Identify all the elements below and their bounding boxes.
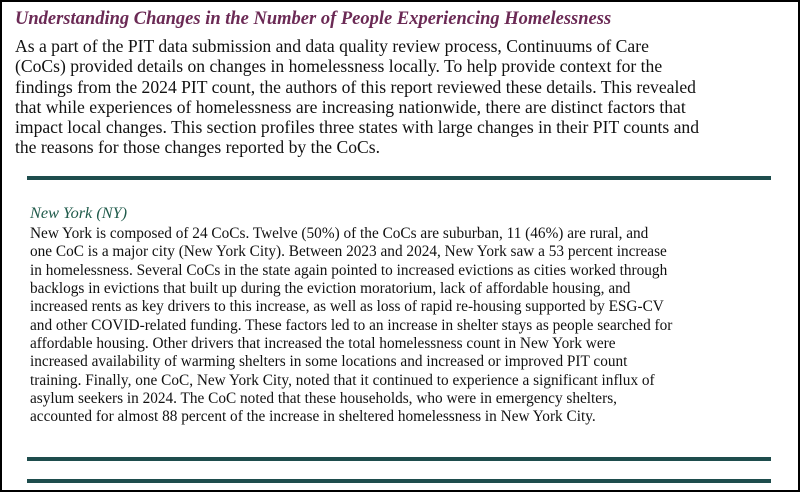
new-york-line: increased availability of warming shelters in some locations and increased or improved PIT count	[30, 353, 628, 371]
section-heading: Understanding Changes in the Number of People Experiencing Homelessness	[15, 9, 612, 29]
divider-top	[27, 176, 771, 180]
new-york-line: in homelessness. Several CoCs in the state again pointed to increased evictions as cities worked through	[30, 261, 668, 279]
intro-line: impact local changes. This section profiles three states with large changes in their PIT counts and	[15, 117, 700, 138]
new-york-line: training. Finally, one CoC, New York City, noted that it continued to experience a significant influx of	[30, 371, 655, 389]
divider-middle	[27, 457, 771, 461]
new-york-line: backlogs in evictions that built up during the eviction moratorium, lack of affordable housing, and	[30, 279, 631, 297]
intro-line: that while experiences of homelessness are increasing nationwide, there are distinct factors that	[15, 96, 686, 117]
new-york-subheading: New York (NY)	[30, 203, 128, 222]
new-york-line: accounted for almost 88 percent of the increase in sheltered homelessness in New York City.	[30, 408, 596, 426]
intro-line: As a part of the PIT data submission and data quality review process, Continuums of Care	[15, 36, 649, 56]
new-york-paragraph	[30, 225, 790, 427]
new-york-line: affordable housing. Other drivers that increased the total homelessness count in New York were	[30, 334, 616, 352]
new-york-line: New York is composed of 24 CoCs. Twelve (50%) of the CoCs are suburban, 11 (46%) are rural, and	[30, 225, 649, 242]
intro-line: (CoCs) provided details on changes in homelessness locally. To help provide context for the	[15, 56, 663, 77]
intro-line: findings from the 2024 PIT count, the authors of this report reviewed these details. This revealed	[15, 76, 696, 97]
divider-bottom	[27, 479, 771, 483]
new-york-line: and other COVID-related funding. These factors led to an increase in shelter stays as people searched for	[30, 316, 673, 334]
intro-paragraph	[15, 36, 791, 158]
new-york-line: asylum seekers in 2024. The CoC noted that these households, who were in emergency shelters,	[30, 389, 617, 407]
new-york-line: increased rents as key drivers to this increase, as well as loss of rapid re-housing supported by ESG-CV	[30, 298, 664, 316]
intro-line: the reasons for those changes reported by the CoCs.	[15, 137, 380, 158]
new-york-line: one CoC is a major city (New York City). Between 2023 and 2024, New York saw a 53 percent increase	[30, 243, 667, 261]
